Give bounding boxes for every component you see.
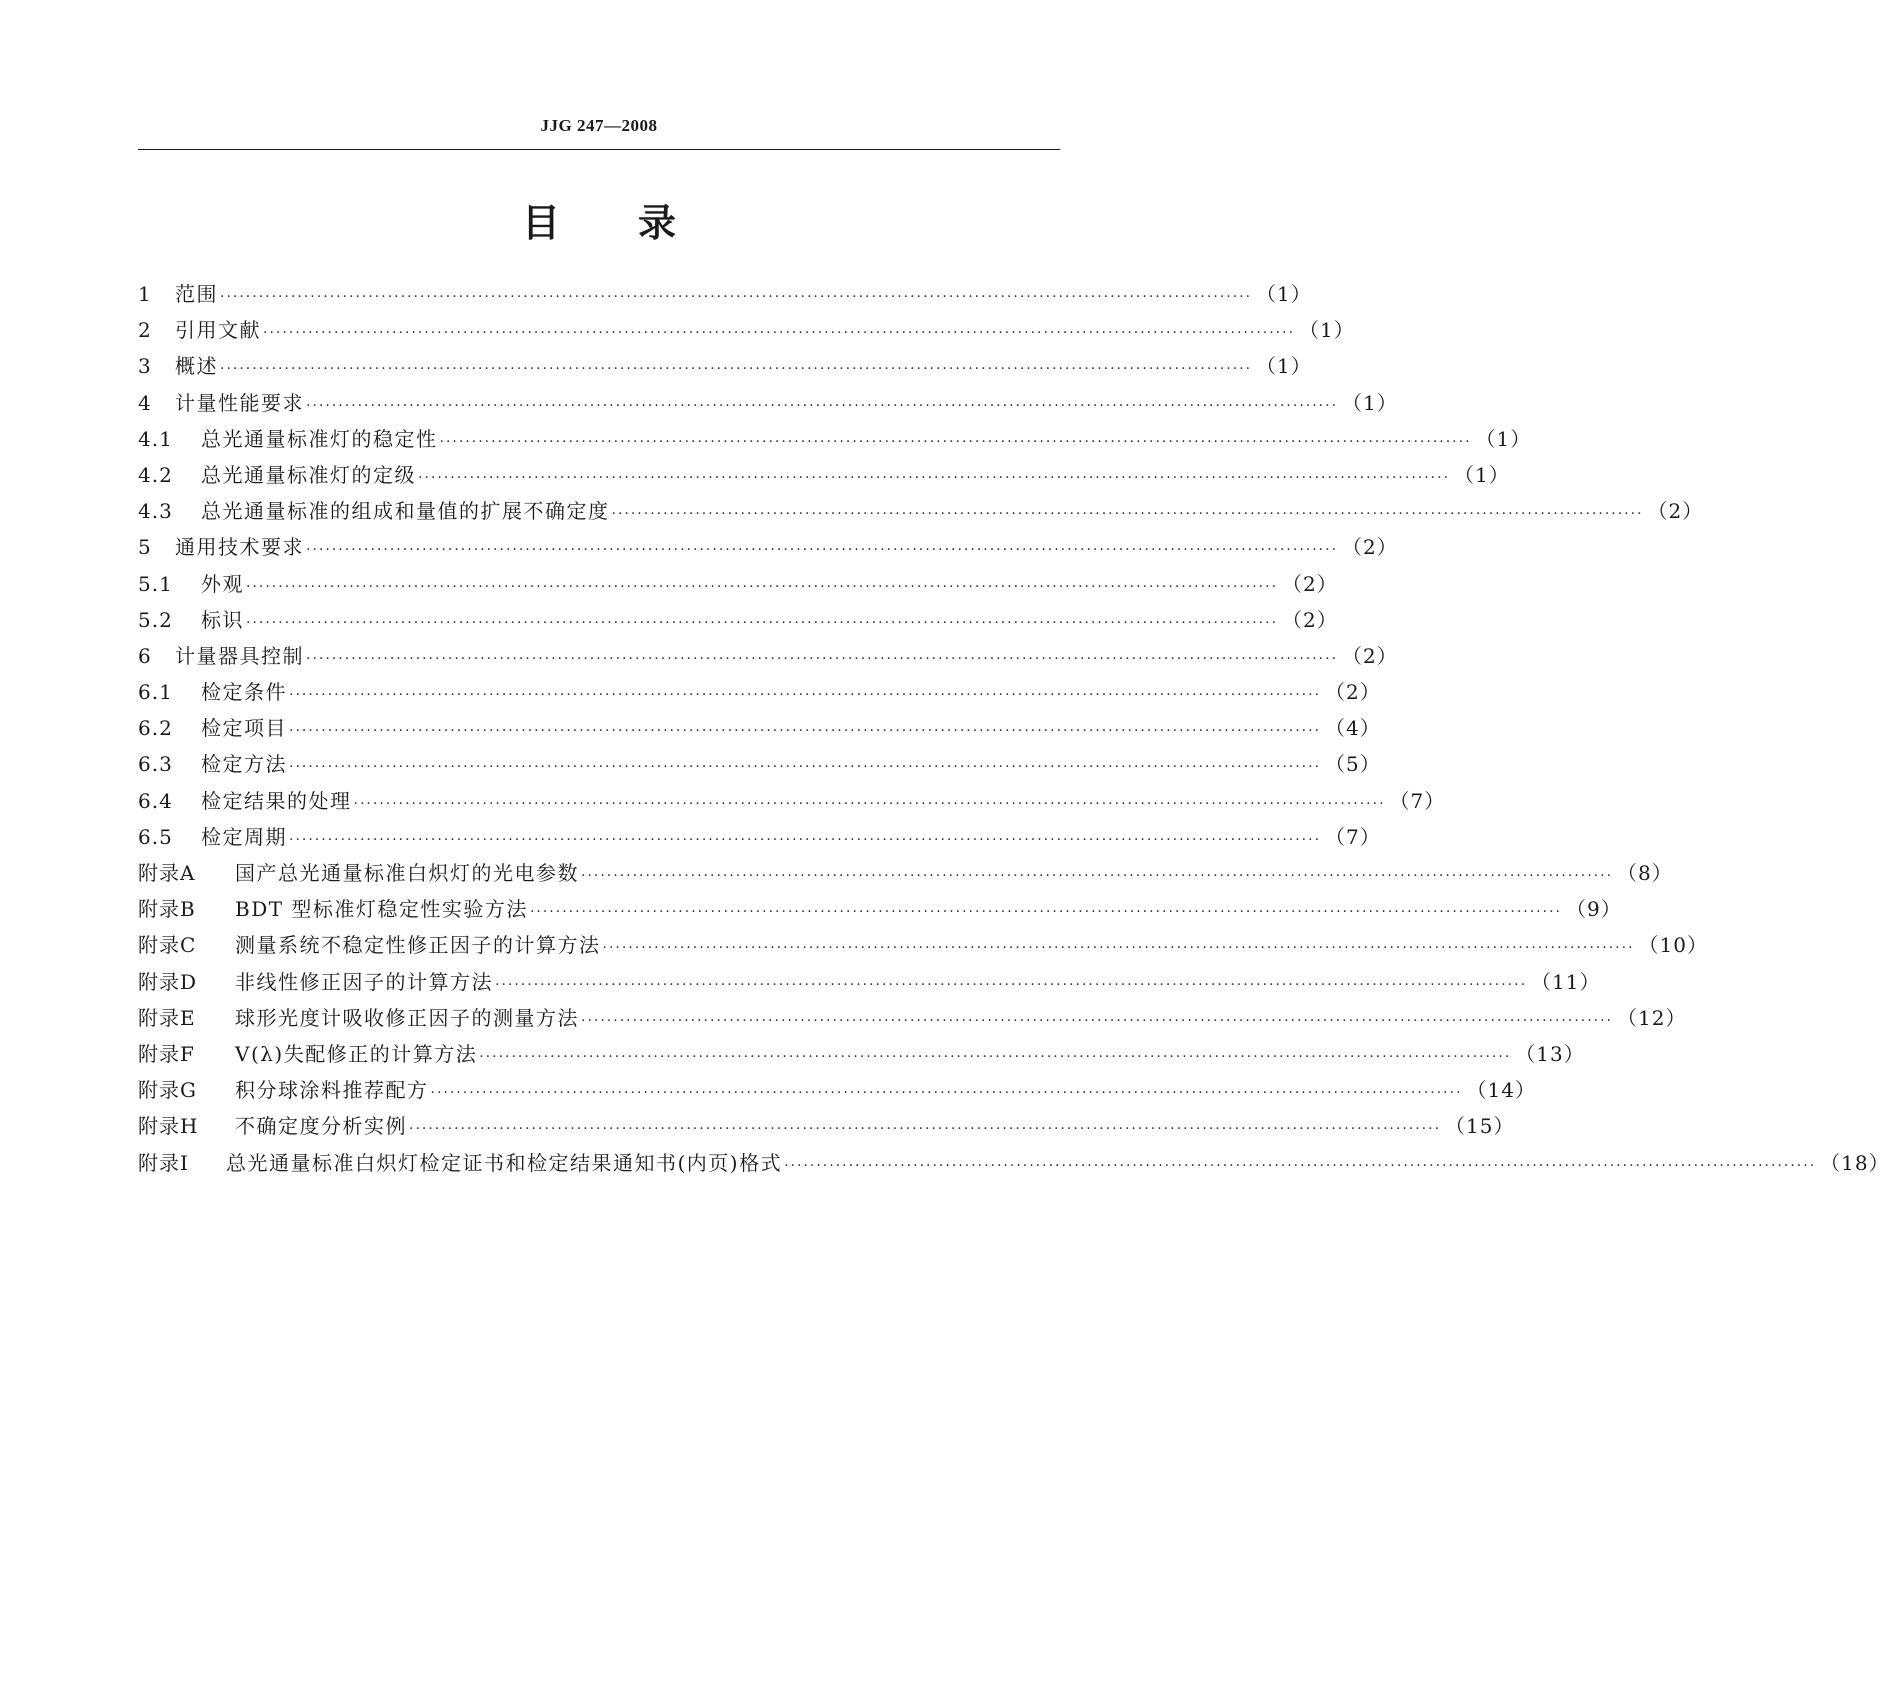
toc-dot-leader [431, 1075, 1463, 1111]
toc-entry-title: 非线性修正因子的计算方法 [235, 969, 493, 994]
toc-dot-leader [784, 1148, 1816, 1184]
toc-entry-title: 检定项目 [201, 716, 287, 741]
toc-entry[interactable] [138, 348, 1312, 384]
toc-entry-number: 4 [138, 390, 152, 415]
toc-entry-page: （12） [1617, 1005, 1687, 1030]
toc-dot-leader [263, 315, 1295, 351]
toc-entry-number: 附录G [138, 1078, 197, 1103]
toc-entry-page: （18） [1820, 1150, 1890, 1175]
toc-dot-leader [246, 605, 1278, 641]
toc-dot-leader [603, 930, 1635, 966]
toc-entry-number: 6.3 [138, 752, 173, 777]
toc-entry-title: 检定结果的处理 [201, 788, 352, 813]
toc-entry-number: 2 [138, 318, 152, 343]
toc-entry-page: （7） [1325, 824, 1381, 849]
toc-dot-leader [289, 713, 1321, 749]
toc-entry[interactable] [138, 276, 1312, 312]
toc-dot-leader [289, 822, 1321, 858]
toc-entry-number: 6 [138, 643, 152, 668]
toc-entry[interactable] [138, 566, 1338, 602]
toc-entry-number: 4.3 [138, 499, 173, 524]
toc-entry-page: （2） [1342, 643, 1398, 668]
title-char-2: 录 [638, 201, 677, 245]
toc-entry-page: （5） [1325, 752, 1381, 777]
toc-entry-title: 球形光度计吸收修正因子的测量方法 [235, 1005, 579, 1030]
header-rule [138, 149, 1060, 150]
toc-dot-leader [220, 351, 1252, 387]
toc-entry-title: 计量性能要求 [175, 390, 304, 415]
toc-entry[interactable] [138, 457, 1510, 493]
toc-dot-leader [612, 496, 1644, 532]
toc-entry-title: 检定条件 [201, 680, 287, 705]
toc-entry-number: 6.4 [138, 788, 173, 813]
toc-entry-page: （2） [1282, 607, 1338, 632]
toc-entry-page: （11） [1531, 969, 1601, 994]
toc-entry[interactable] [138, 819, 1381, 855]
toc-entry-page: （14） [1466, 1078, 1536, 1103]
toc-entry-title: 检定方法 [201, 752, 287, 777]
toc-entry[interactable] [138, 529, 1398, 565]
toc-entry-number: 附录A [138, 861, 196, 885]
toc-entry-title: 检定周期 [201, 824, 287, 849]
toc-entry[interactable] [138, 855, 1673, 891]
toc-entry-title: 引用文献 [175, 318, 261, 343]
toc-entry-title: 总光通量标准灯的定级 [201, 462, 416, 487]
toc-entry-number: 附录H [138, 1114, 199, 1139]
toc-entry[interactable] [138, 964, 1601, 1000]
toc-entry-title: 范围 [175, 282, 218, 306]
toc-entry-page: （7） [1389, 788, 1446, 813]
toc-entry-title: 外观 [201, 571, 244, 596]
table-of-contents [138, 276, 1890, 1181]
toc-dot-leader [530, 894, 1562, 930]
toc-entry-page: （8） [1617, 861, 1673, 885]
toc-entry[interactable] [138, 421, 1532, 457]
toc-entry[interactable] [138, 1000, 1687, 1036]
toc-entry-page: （10） [1638, 933, 1708, 958]
toc-entry[interactable] [138, 674, 1381, 710]
toc-dot-leader [306, 532, 1338, 568]
toc-entry[interactable] [138, 1036, 1585, 1072]
toc-entry-number: 附录F [138, 1041, 195, 1066]
toc-entry-number: 附录D [138, 969, 198, 994]
toc-entry-number: 附录C [138, 933, 197, 958]
toc-entry[interactable] [138, 927, 1708, 963]
toc-entry-title: 标识 [201, 607, 244, 632]
toc-dot-leader [354, 786, 1386, 822]
toc-entry-number: 附录E [138, 1005, 196, 1030]
toc-dot-leader [306, 641, 1338, 677]
toc-entry-page: （13） [1515, 1041, 1585, 1066]
toc-entry-title: 积分球涂料推荐配方 [235, 1078, 429, 1103]
document-code-header: JJG 247—2008 [540, 116, 658, 135]
page-title [138, 198, 1060, 248]
toc-entry-title: V(λ)失配修正的计算方法 [235, 1041, 478, 1066]
toc-dot-leader [495, 967, 1527, 1003]
toc-entry[interactable] [138, 602, 1338, 638]
toc-entry[interactable] [138, 312, 1355, 348]
toc-entry-page: （1） [1256, 282, 1312, 306]
toc-entry-number: 5 [138, 535, 152, 560]
toc-entry[interactable] [138, 1072, 1536, 1108]
toc-entry-number: 4.2 [138, 462, 173, 487]
toc-entry-number: 5.1 [138, 571, 173, 596]
toc-entry-number: 6.2 [138, 716, 173, 741]
toc-entry[interactable] [138, 783, 1446, 819]
toc-entry-number: 5.2 [138, 607, 173, 632]
toc-entry-title: 不确定度分析实例 [235, 1114, 407, 1139]
toc-dot-leader [418, 460, 1450, 496]
toc-entry-number: 附录I [138, 1150, 189, 1175]
toc-entry[interactable] [138, 891, 1622, 927]
toc-entry-page: （1） [1454, 462, 1510, 487]
toc-entry-title: 总光通量标准的组成和量值的扩展不确定度 [201, 499, 610, 524]
toc-entry[interactable] [138, 710, 1381, 746]
toc-entry-title: BDT 型标准灯稳定性实验方法 [235, 897, 528, 922]
toc-entry-page: （2） [1342, 535, 1398, 560]
toc-entry-number: 1 [138, 282, 152, 306]
toc-entry-page: （2） [1647, 499, 1704, 524]
toc-entry-page: （2） [1325, 680, 1381, 705]
toc-dot-leader [306, 388, 1338, 424]
toc-dot-leader [409, 1111, 1441, 1147]
toc-entry[interactable] [138, 1145, 1890, 1181]
toc-entry-number: 附录B [138, 897, 196, 922]
toc-entry-title: 总光通量标准白炽灯检定证书和检定结果通知书(内页)格式 [226, 1150, 783, 1175]
toc-entry[interactable] [138, 638, 1398, 674]
toc-entry-page: （1） [1475, 426, 1532, 451]
toc-entry-page: （4） [1325, 716, 1381, 741]
toc-entry-title: 总光通量标准灯的稳定性 [201, 426, 438, 451]
toc-entry[interactable] [138, 493, 1704, 529]
toc-entry-number: 6.5 [138, 824, 173, 849]
toc-entry-title: 通用技术要求 [175, 535, 304, 560]
toc-entry[interactable] [138, 746, 1381, 782]
toc-entry[interactable] [138, 1108, 1515, 1144]
toc-dot-leader [289, 677, 1321, 713]
toc-entry-page: （2） [1282, 571, 1338, 596]
toc-dot-leader [220, 279, 1252, 315]
title-char-1: 目 [521, 201, 560, 245]
toc-entry-page: （1） [1256, 354, 1312, 379]
toc-entry-page: （1） [1342, 390, 1398, 415]
toc-entry-page: （15） [1445, 1114, 1515, 1139]
toc-entry-page: （9） [1565, 897, 1622, 922]
toc-dot-leader [440, 424, 1472, 460]
toc-dot-leader [246, 569, 1278, 605]
toc-entry-title: 计量器具控制 [175, 643, 304, 668]
toc-entry-number: 3 [138, 354, 152, 379]
toc-entry-number: 4.1 [138, 426, 173, 451]
toc-dot-leader [289, 749, 1321, 785]
toc-entry-page: （1） [1299, 318, 1355, 343]
toc-entry-title: 国产总光通量标准白炽灯的光电参数 [235, 861, 579, 885]
toc-entry-title: 测量系统不稳定性修正因子的计算方法 [235, 933, 601, 958]
toc-dot-leader [581, 858, 1613, 894]
toc-entry-number: 6.1 [138, 680, 173, 705]
toc-dot-leader [581, 1003, 1613, 1039]
toc-entry[interactable] [138, 385, 1398, 421]
toc-entry-title: 概述 [175, 354, 218, 379]
toc-dot-leader [479, 1039, 1511, 1075]
